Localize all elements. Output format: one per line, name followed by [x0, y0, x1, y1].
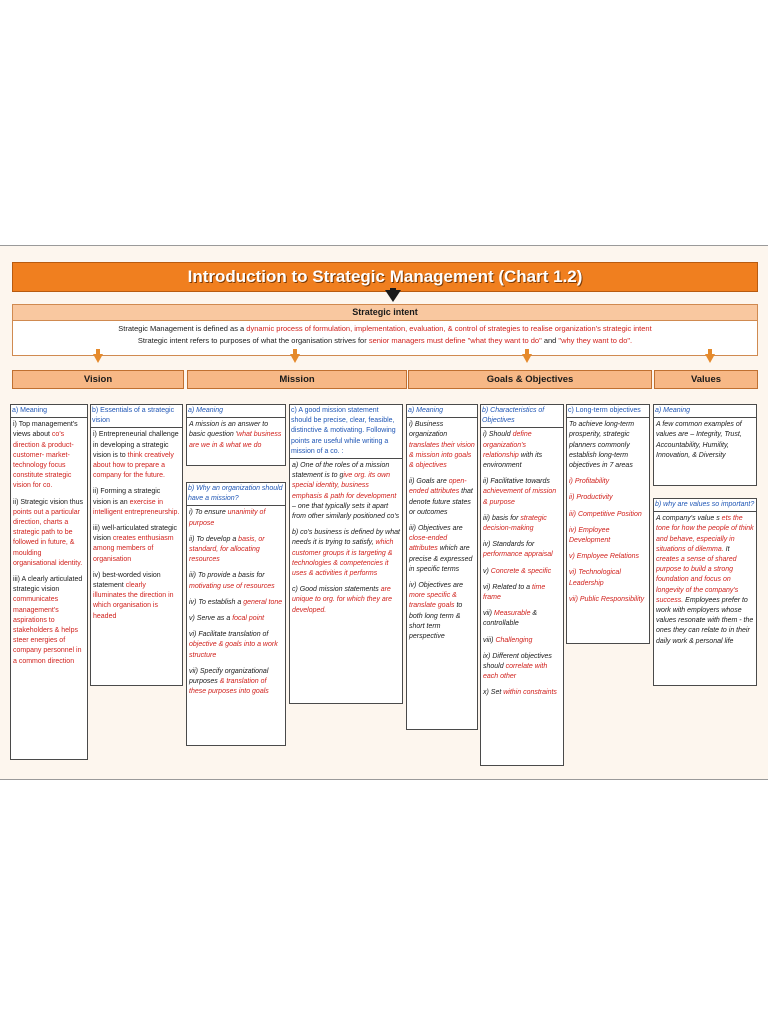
text: It — [723, 545, 730, 553]
highlight: general tone — [243, 598, 283, 606]
text: & controllable — [483, 610, 538, 628]
highlight: ive org. its own special identity, business emphasis & path for development — [292, 472, 397, 500]
intent-line1-text: Strategic Management is defined as a — [118, 324, 247, 333]
text: with its environment — [483, 451, 543, 470]
text: iii) well-articulated strategic vision — [93, 525, 178, 543]
list-item — [483, 514, 561, 534]
text: x) Set — [483, 689, 504, 697]
intent-line2-text: Strategic intent refers to purposes of what the organisation strives for — [137, 336, 369, 345]
list-item — [483, 430, 561, 471]
objectives-characteristics-box — [480, 404, 564, 766]
values-importance-box — [653, 498, 757, 686]
highlight: creates enthusiasm among members of organisation — [93, 535, 174, 563]
highlight: points out a particular direction, charts a strategic path to be followed in future, & moulding organisational identity. — [13, 508, 83, 567]
highlight: objective & goals into a work structure — [189, 641, 278, 659]
list-item: i) Profitability — [569, 478, 610, 486]
list-item — [483, 540, 561, 560]
intent-line2-and: and — [541, 336, 559, 345]
box-header: a) Meaning — [11, 405, 87, 418]
highlight: close-ended attributes — [409, 535, 448, 553]
mission-why-box — [186, 482, 286, 746]
box-header: b) why are values so important? — [654, 499, 756, 512]
highlight: which customer groups it is targeting & technologies & competencies it uses & activities it performs — [292, 539, 394, 578]
text: iii) basis for — [483, 514, 521, 522]
mission-meaning-box — [186, 404, 286, 466]
box-header: a) Meaning — [187, 405, 285, 418]
category-vision: Vision — [12, 370, 184, 389]
text: i) To ensure — [189, 509, 228, 517]
list-item: iv) Employee Development — [569, 526, 611, 545]
list-item — [483, 652, 561, 683]
text: ii) Goals are — [409, 478, 449, 486]
text: iv) best-worded vision statement — [93, 571, 161, 590]
values-meaning-box — [653, 404, 757, 486]
text: ii) Facilitative towards — [483, 478, 550, 486]
category-values: Values — [654, 370, 758, 389]
text: iii) Objectives are — [409, 525, 463, 533]
objectives-characteristics-list — [483, 430, 561, 698]
long-term-objectives-list — [569, 477, 647, 605]
strategic-intent-definition — [12, 320, 758, 356]
text: i) Entrepreneurial challenge in developing a strategic vision is to — [93, 431, 179, 459]
text: iv) Standards for — [483, 541, 535, 549]
text: viii) — [483, 636, 496, 644]
text: that denote future states or outcomes — [409, 488, 473, 516]
list-item: v) Employee Relations — [569, 553, 640, 561]
list-item: vi) Technological Leadership — [569, 569, 621, 587]
long-term-objectives-box — [566, 404, 650, 644]
highlight: are unique to org. for which they are developed. — [292, 586, 393, 614]
highlight: define organization's relationship — [483, 431, 532, 459]
list-item: ii) Productivity — [569, 494, 613, 502]
text: vii) Specify organizational purposes — [189, 667, 269, 686]
highlight: communicates management's aspirations to stakeholders & helps steer energies of company personnel in a common direction — [13, 596, 82, 665]
category-goals-objectives: Goals & Objectives — [408, 370, 652, 389]
highlight: more specific & translate goals — [409, 592, 457, 610]
highlight: time frame — [483, 583, 546, 602]
list-item — [189, 535, 283, 566]
text: a) One of the roles of a mission statement is to g — [292, 462, 390, 480]
arrow-down-icon — [705, 354, 715, 363]
text: iv) To establish a — [189, 598, 244, 606]
text: ix) Different objectives should — [483, 652, 552, 671]
text: ii) To develop a — [189, 535, 239, 543]
long-term-intro: To achieve long-term prosperity, strategic planners commonly establish long-term objectives in 7 areas — [569, 421, 635, 470]
highlight: clearly illuminates the direction in which organisation is headed — [93, 582, 174, 620]
highlight: unanimity of purpose — [189, 509, 266, 527]
list-item — [189, 508, 283, 528]
highlight: ets the tone for how the people of think and behave, especially in situations of dilemma. — [656, 515, 754, 553]
box-header: b) Characteristics of Objectives — [481, 405, 563, 428]
highlight: think creatively about how to prepare a company for the future. — [93, 451, 174, 480]
text: A mission is an answer to basic question ' — [189, 421, 269, 439]
mission-why-list — [189, 508, 283, 697]
box-header: a) Meaning — [654, 405, 756, 418]
highlight: & translation of these purposes into goals — [189, 678, 269, 696]
strategic-intent-heading: Strategic intent — [12, 304, 758, 321]
list-item — [189, 598, 283, 608]
intent-line2-highlight-what: senior managers must define "what they want to do" — [368, 336, 542, 345]
values-meaning-text: A few common examples of values are – Integrity, Trust, Accountability, Humility, Innovation, & Diversity — [656, 421, 742, 459]
vision-essentials-box — [90, 404, 183, 686]
arrow-down-icon — [522, 354, 532, 363]
box-header: c) Long-term objectives — [567, 405, 649, 418]
highlight: translates their vision & mission into goals & objectives — [409, 441, 475, 470]
highlight: focal point — [232, 615, 265, 623]
list-item — [483, 583, 561, 603]
text: ii) Forming a strategic vision is an — [93, 488, 161, 506]
list-item — [189, 614, 283, 624]
text: Employees prefer to work with employers whose values resonate with them - the ones they can relate to in their daily work & personal life — [656, 596, 754, 645]
list-item — [189, 630, 283, 661]
text: v) Serve as a — [189, 615, 233, 623]
highlight: strategic decision-making — [483, 514, 547, 533]
chart-title: Introduction to Strategic Management (Chart 1.2) — [12, 262, 758, 292]
highlight: co's direction & product-customer- market-technology focus constitute strategic vision for co. — [13, 431, 74, 490]
text: to both long term & short term perspective — [409, 602, 463, 641]
text: vi) Facilitate translation of — [189, 631, 269, 639]
goals-meaning-box — [406, 404, 478, 730]
box-header: b) Essentials of a strategic vision — [91, 405, 182, 428]
list-item — [483, 477, 561, 508]
box-header: b) Why an organization should have a mission? — [187, 483, 285, 506]
highlight: open-ended attributes — [409, 478, 467, 496]
list-item — [483, 636, 561, 646]
text: i) Top management's views about — [13, 421, 78, 439]
highlight: Challenging — [495, 636, 533, 644]
list-item — [189, 667, 283, 698]
highlight: Concrete & specific — [490, 567, 552, 575]
text: i) Business organization — [409, 421, 448, 439]
text: v) — [483, 567, 491, 575]
text: vi) Related to a — [483, 583, 533, 591]
list-item — [483, 609, 561, 629]
list-item — [189, 571, 283, 591]
text: iii) To provide a basis for — [189, 572, 265, 580]
text: c) Good mission statements — [292, 586, 381, 594]
arrow-down-icon — [290, 354, 300, 363]
highlight: what business are we in & what we do — [189, 431, 282, 449]
text: iii) A clearly articulated strategic vision — [13, 576, 83, 594]
vision-meaning-box — [10, 404, 88, 760]
text: A company's value s — [656, 515, 722, 523]
highlight: achievement of mission & purpose — [483, 488, 557, 506]
list-item — [483, 688, 561, 698]
text: – one that typically sets it apart from other similarly positioned co's — [292, 502, 400, 521]
highlight: exercise in intelligent entrepreneurship. — [93, 498, 180, 516]
category-mission: Mission — [187, 370, 407, 389]
highlight: creates a sense of shared purpose to build a strong foundation and focus on longevity of the company's success. — [656, 556, 739, 604]
text: ii) Strategic vision thus — [13, 498, 84, 506]
list-item: iii) Competitive Position — [569, 510, 642, 518]
text: which are precise & expressed in specific terms — [409, 545, 473, 573]
highlight: within constraints — [503, 689, 557, 697]
box-header: c) A good mission statement should be precise, clear, feasible, distinctive & motivating. Following points are useful while writing a mission of a co. : — [290, 405, 402, 459]
intent-line2-highlight-why: "why they want to do". — [558, 336, 633, 345]
highlight: performance appraisal — [483, 551, 553, 559]
highlight: Measurable — [493, 610, 531, 618]
text: b) co's business is defined by what needs it is trying to satisfy, — [292, 529, 400, 547]
highlight: motivating use of resources — [189, 582, 275, 590]
down-arrow-icon — [385, 290, 401, 302]
text: vii) — [483, 610, 494, 618]
highlight: correlate with each other — [483, 663, 548, 681]
highlight: basis, or standard, for allocating resources — [189, 535, 265, 564]
mission-good-statement-box — [289, 404, 403, 704]
arrow-down-icon — [93, 354, 103, 363]
intent-line1-highlight: dynamic process of formulation, implementation, evaluation, & control of strategies to realise organization's strategic intent — [246, 324, 652, 333]
list-item: vii) Public Responsibility — [569, 595, 645, 603]
text: i) Should — [483, 431, 513, 439]
list-item — [483, 567, 561, 577]
chart-sheet — [0, 245, 768, 780]
box-header: a) Meaning — [407, 405, 477, 418]
text: iv) Objectives are — [409, 582, 464, 590]
